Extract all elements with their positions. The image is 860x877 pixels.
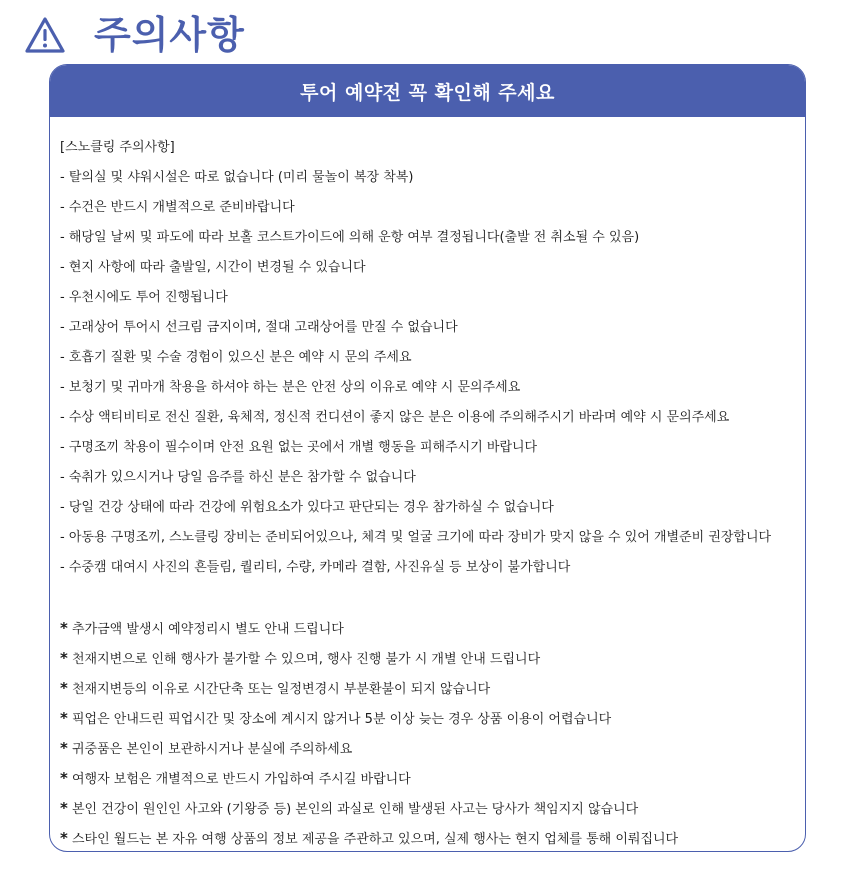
star-bullet: * — [60, 829, 68, 847]
page-title: 주의사항 — [94, 13, 245, 57]
general-item — [60, 673, 805, 703]
list-item: - 호흡기 질환 및 수술 경험이 있으신 분은 예약 시 문의 주세요 — [60, 350, 412, 365]
list-item: - 보청기 및 귀마개 착용을 하셔야 하는 분은 안전 상의 이유로 예약 시 문의주세요 — [60, 380, 521, 395]
star-bullet: * — [60, 649, 68, 667]
general-item-text: 천재지변으로 인해 행사가 불가할 수 있으며, 행사 진행 불가 시 개별 안내 드립니다 — [72, 652, 541, 667]
title-row — [24, 10, 245, 60]
list-item: - 수중캠 대여시 사진의 흔들림, 퀄리티, 수량, 카메라 결함, 사진유실 등 보상이 불가합니다 — [60, 560, 571, 575]
general-item — [60, 703, 805, 733]
general-item-text: 픽업은 안내드린 픽업시간 및 장소에 계시지 않거나 5분 이상 늦는 경우 상품 이용이 어렵습니다 — [72, 712, 612, 727]
list-item: - 당일 건강 상태에 따라 건강에 위험요소가 있다고 판단되는 경우 참가하실 수 없습니다 — [60, 500, 554, 515]
general-item — [60, 733, 805, 763]
general-item-text: 본인 건강이 원인인 사고와 (기왕증 등) 본인의 과실로 인해 발생된 사고는 당사가 책임지지 않습니다 — [72, 802, 639, 817]
snorkel-heading: [스노클링 주의사항] — [60, 140, 175, 155]
list-item: - 해당일 날씨 및 파도에 따라 보홀 코스트가이드에 의해 운항 여부 결정됩니다(출발 전 취소될 수 있음) — [60, 230, 640, 245]
list-item: - 구명조끼 착용이 필수이며 안전 요원 없는 곳에서 개별 행동을 피해주시기 바랍니다 — [60, 440, 538, 455]
general-item — [60, 643, 805, 673]
star-bullet: * — [60, 799, 68, 817]
general-item-text: 스타인 월드는 본 자유 여행 상품의 정보 제공을 주관하고 있으며, 실제 행사는 현지 업체를 통해 이뤄집니다 — [72, 832, 679, 847]
star-bullet: * — [60, 769, 68, 787]
section-spacer — [60, 583, 805, 613]
list-item: - 수상 액티비티로 전신 질환, 육체적, 정신적 컨디션이 좋지 않은 분은 이용에 주의해주시기 바라며 예약 시 문의주세요 — [60, 410, 730, 425]
list-item: - 수건은 반드시 개별적으로 준비바랍니다 — [60, 200, 295, 215]
general-item — [60, 763, 805, 793]
list-item: - 고래상어 투어시 선크림 금지이며, 절대 고래상어를 만질 수 없습니다 — [60, 320, 458, 335]
star-bullet: * — [60, 679, 68, 697]
star-bullet: * — [60, 619, 68, 637]
list-item: - 탈의실 및 샤워시설은 따로 없습니다 (미리 물놀이 복장 착복) — [60, 170, 414, 185]
general-item — [60, 613, 805, 643]
notice-banner: 투어 예약전 꼭 확인해 주세요 — [50, 65, 805, 117]
star-bullet: * — [60, 739, 68, 757]
general-item — [60, 793, 805, 823]
list-item: - 숙취가 있으시거나 당일 음주를 하신 분은 참가할 수 없습니다 — [60, 470, 416, 485]
list-item: - 아동용 구명조끼, 스노클링 장비는 준비되어있으나, 체격 및 얼굴 크기에 따라 장비가 맞지 않을 수 있어 개별준비 권장합니다 — [60, 530, 772, 545]
general-item — [60, 823, 805, 852]
notice-content — [60, 133, 805, 852]
general-item-text: 여행자 보험은 개별적으로 반드시 가입하여 주시길 바랍니다 — [72, 772, 411, 787]
warning-triangle-icon — [24, 16, 66, 54]
star-bullet: * — [60, 709, 68, 727]
list-item: - 현지 사항에 따라 출발일, 시간이 변경될 수 있습니다 — [60, 260, 366, 275]
general-item-text: 천재지변등의 이유로 시간단축 또는 일정변경시 부분환불이 되지 않습니다 — [72, 682, 491, 697]
notice-card — [49, 64, 806, 852]
general-item-text: 추가금액 발생시 예약정리시 별도 안내 드립니다 — [72, 622, 344, 637]
general-item-text: 귀중품은 본인이 보관하시거나 분실에 주의하세요 — [72, 742, 353, 757]
list-item: - 우천시에도 투어 진행됩니다 — [60, 290, 228, 305]
